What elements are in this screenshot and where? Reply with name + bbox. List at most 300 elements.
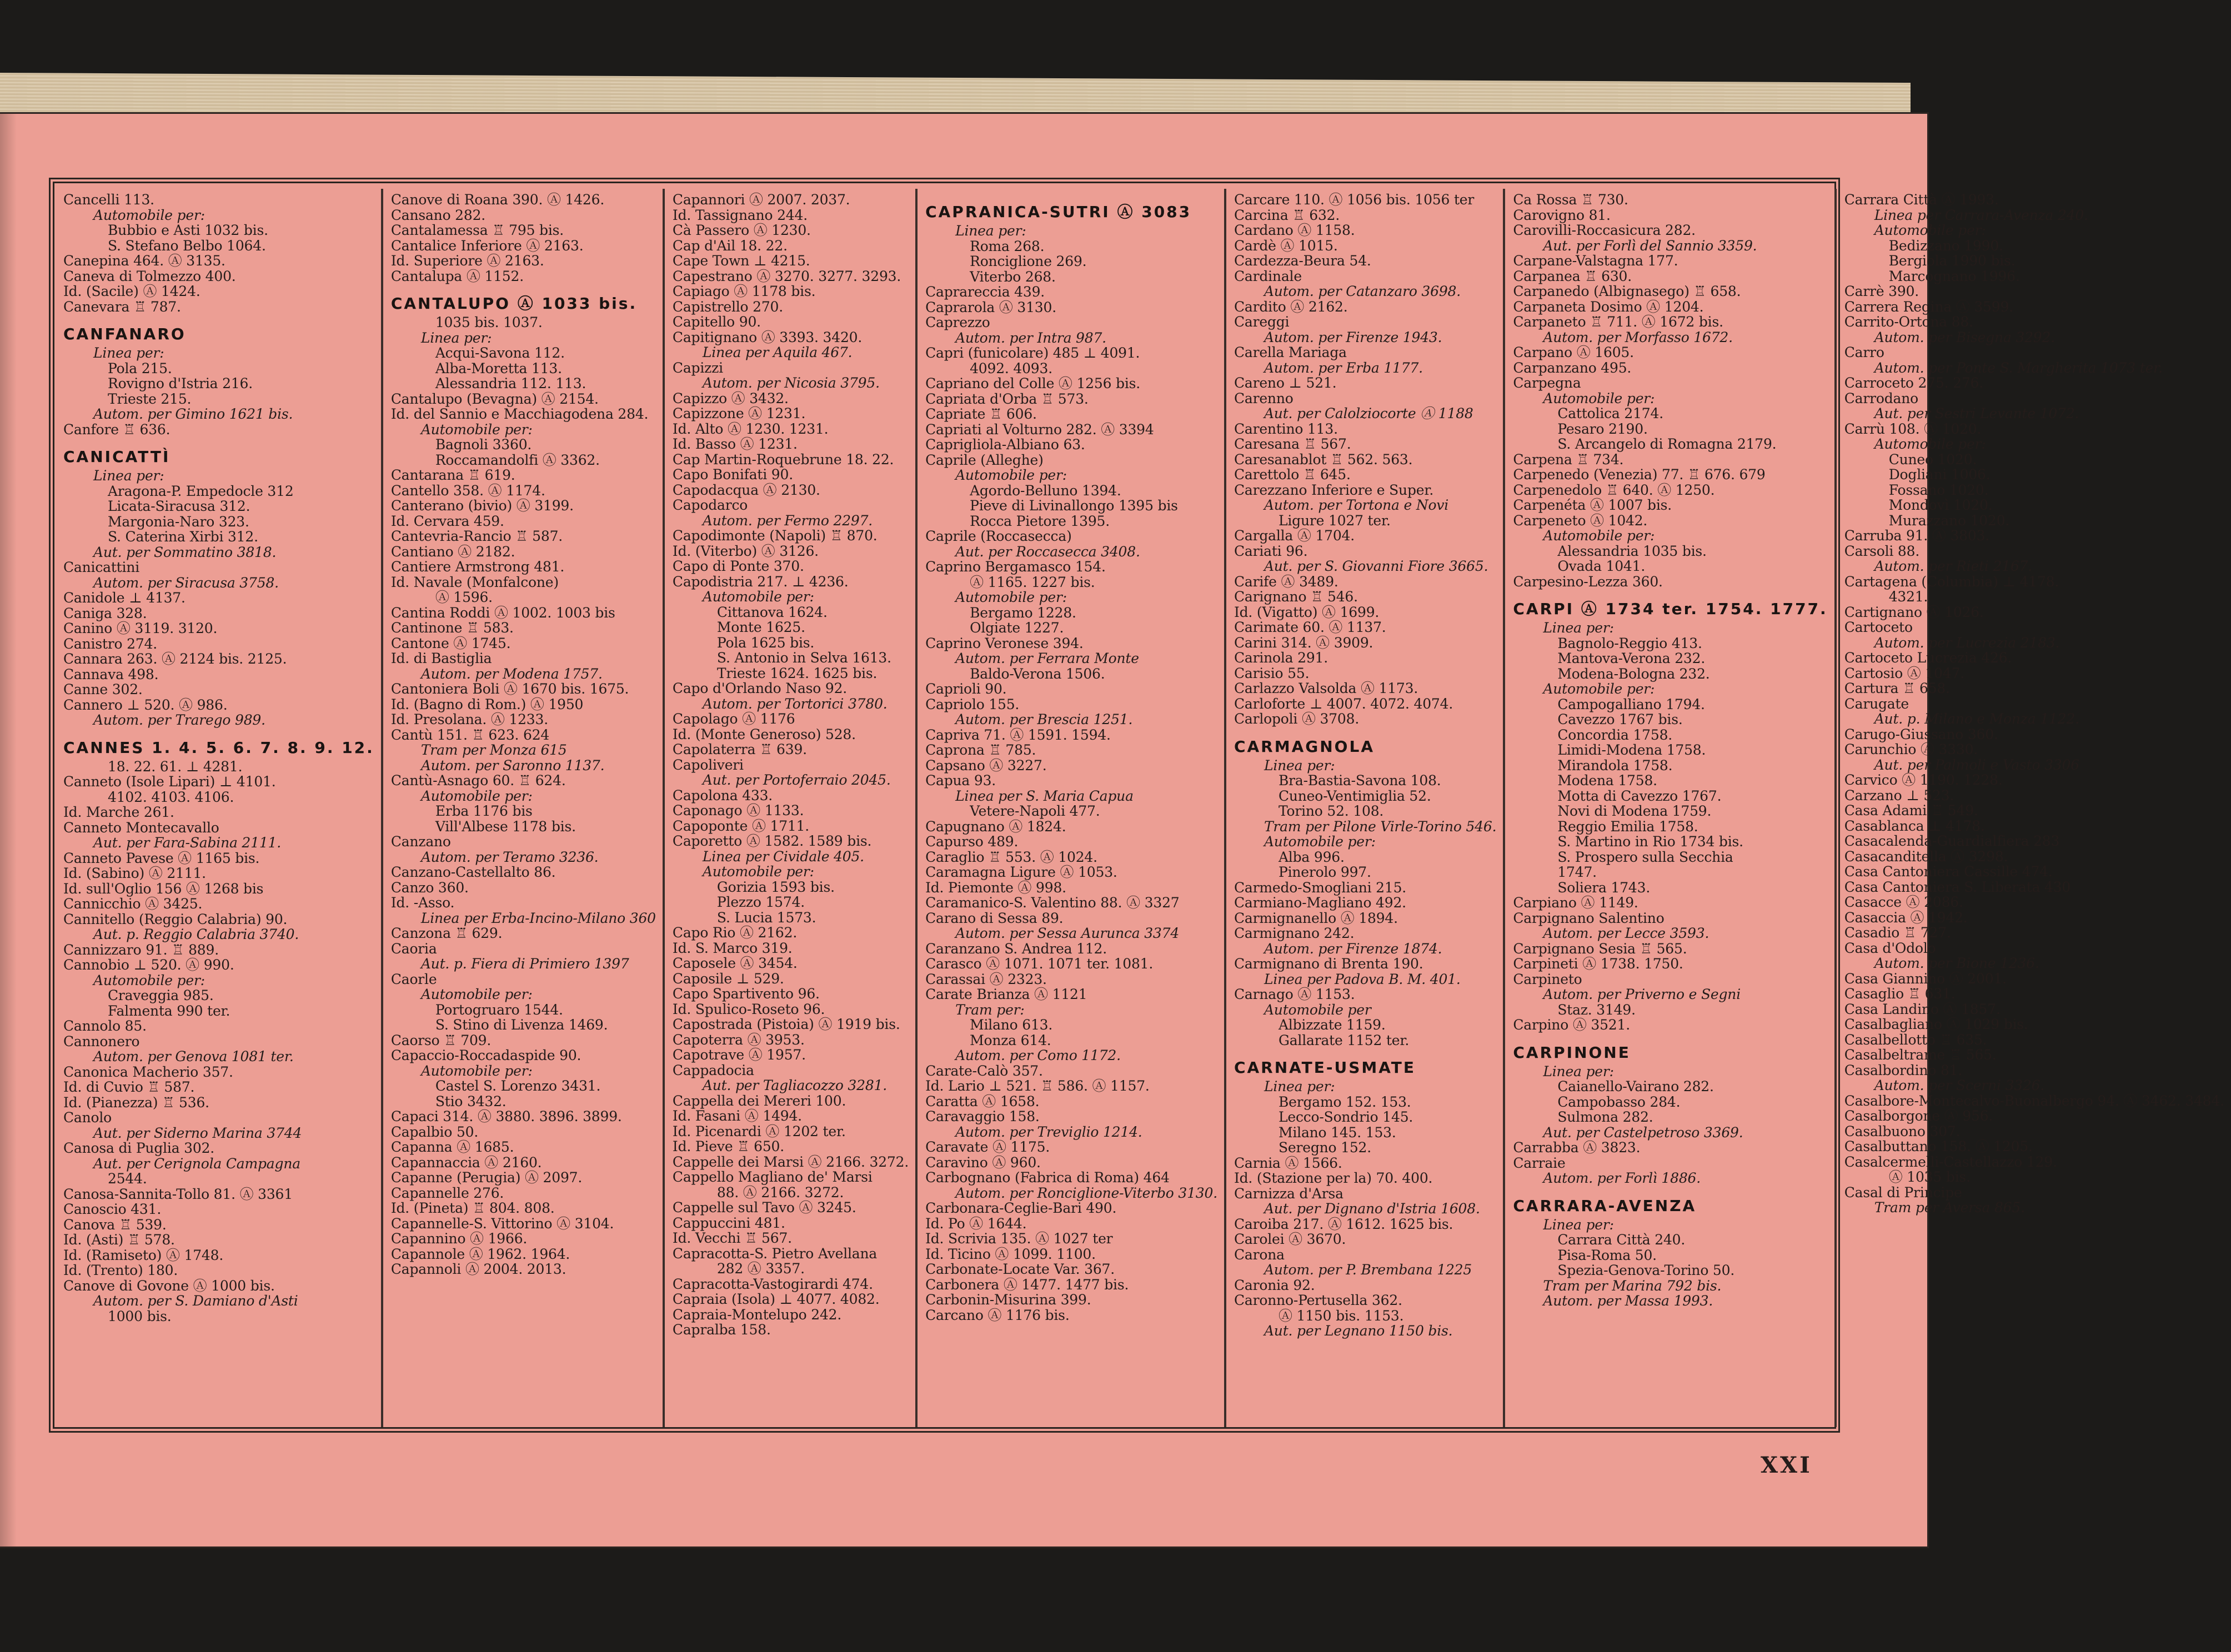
index-entry: Caniga 328.: [63, 605, 147, 621]
index-entry: Cuneo 1020.: [1888, 451, 1977, 468]
index-entry: Id. (Monte Generoso) 528.: [672, 726, 856, 742]
index-entry: Canolo: [63, 1109, 112, 1126]
index-entry: Carunchio Ⓐ 3330.: [1844, 741, 1978, 757]
index-entry: Capoponte Ⓐ 1711.: [672, 817, 810, 834]
station-heading: CARPI Ⓐ 1734 ter. 1754. 1777.: [1513, 600, 1828, 618]
index-entry: Capodacqua Ⓐ 2130.: [672, 481, 820, 498]
index-entry: Mirandola 1758.: [1557, 757, 1673, 774]
index-entry: Carbonate-Locate Var. 367.: [925, 1261, 1115, 1277]
index-entry: Cantone Ⓐ 1745.: [390, 635, 511, 651]
index-entry: Autom. per Genova 1081 ter.: [93, 1048, 294, 1064]
index-entry: S. Stino di Livenza 1469.: [435, 1017, 608, 1033]
index-entry: Caravate Ⓐ 1175.: [925, 1139, 1050, 1155]
index-entry: Autom. per Erba 1177.: [1264, 359, 1423, 376]
index-entry: Vetere-Napoli 477.: [970, 803, 1100, 819]
index-entry: Carmignano di Brenta 190.: [1234, 956, 1423, 972]
index-entry: Carona: [1234, 1246, 1285, 1263]
index-entry: Autom. per Catanzaro 3698.: [1264, 283, 1461, 299]
index-entry: Capriva 71. Ⓐ 1591. 1594.: [925, 726, 1111, 743]
index-entry: Capitignano Ⓐ 3393. 3420.: [672, 329, 863, 345]
index-entry: Casacanditella Ⓐ 3298.: [1844, 848, 2008, 865]
index-entry: Cantoniera Boli Ⓐ 1670 bis. 1675.: [390, 681, 629, 697]
index-entry: Cartosio Ⓐ 1047.: [1844, 665, 1964, 681]
index-entry: Id. (Sacile) Ⓐ 1424.: [63, 283, 200, 299]
index-entry: Dogliani 1006.: [1888, 466, 1991, 483]
index-entry: Cappadocia: [672, 1062, 754, 1078]
index-entry: Id. Navale (Monfalcone): [390, 574, 559, 590]
index-entry: Falmenta 990 ter.: [108, 1002, 230, 1019]
index-entry: Cannitello (Reggio Calabria) 90.: [63, 911, 288, 927]
index-entry: Id. Presolana. Ⓐ 1233.: [390, 711, 548, 727]
index-entry: Cartignano Ⓐ 1026.: [1844, 604, 1984, 620]
index-entry: Marcognano 1996.: [1888, 268, 2020, 284]
index-entry: Aut. per Sestri Levante 1072.: [1874, 405, 2079, 421]
index-entry: Cartoceto: [1844, 619, 1913, 635]
index-entry: Cardito Ⓐ 2162.: [1234, 298, 1348, 315]
index-entry: Cappelle sul Tavo Ⓐ 3245.: [672, 1199, 856, 1216]
index-entry: Autom. per Bione 1236.: [1874, 955, 2039, 971]
index-entry: Id. (Vigatto) Ⓐ 1699.: [1234, 604, 1380, 620]
index-entry: Aut. per Dignano d'Istria 1608.: [1264, 1201, 1480, 1217]
index-entry: Trieste 215.: [108, 390, 192, 407]
index-entry: Id. Superiore Ⓐ 2163.: [390, 253, 544, 269]
index-entry: Automobile per:: [93, 207, 205, 223]
index-entry: Carpenedo (Venezia) 77. ♖ 676. 679: [1513, 466, 1766, 483]
index-entry: Carpena ♖ 734.: [1513, 451, 1624, 468]
index-entry: Caorso ♖ 709.: [390, 1032, 492, 1048]
index-entry: Canove di Roana 390. Ⓐ 1426.: [390, 192, 605, 208]
index-entry: Caraglio ♖ 553. Ⓐ 1024.: [925, 848, 1097, 865]
index-entry: Cantalupa Ⓐ 1152.: [390, 268, 524, 284]
index-entry: Cap d'Ail 18. 22.: [672, 237, 788, 254]
index-entry: Spezia-Genova-Torino 50.: [1557, 1262, 1735, 1278]
index-entry: Cariati 96.: [1234, 543, 1308, 559]
index-entry: Carpegna: [1513, 375, 1581, 391]
index-entry: Canfore ♖ 636.: [63, 421, 171, 438]
index-entry: Aut. per Siderno Marina 3744: [93, 1124, 302, 1141]
index-entry: Margonia-Naro 323.: [108, 513, 249, 530]
index-entry: Capizzo Ⓐ 3432.: [672, 390, 789, 406]
index-entry: Linea per Erba-Incino-Milano 360: [420, 910, 656, 926]
index-entry: Capannole Ⓐ 1962. 1964.: [390, 1246, 570, 1262]
index-entry: Capalbio 50.: [390, 1123, 479, 1140]
index-entry: Autom. per Brescia 1251.: [955, 711, 1133, 727]
index-entry: Casa Cantoniera S. Liberata 430: [1844, 878, 2071, 895]
index-entry: Capri (funicolare) 485 ⊥ 4091.: [925, 345, 1140, 361]
index-entry: Cap Martin-Roquebrune 18. 22.: [672, 451, 894, 468]
index-entry: Automobile per:: [93, 972, 205, 988]
index-column-3: [665, 189, 918, 1427]
index-entry: Cantiano Ⓐ 2182.: [390, 543, 515, 560]
index-entry: Automobile per:: [420, 787, 533, 804]
station-heading: CANFANARO: [63, 325, 186, 343]
index-entry: Carrito-Ortona 88.: [1844, 314, 1973, 330]
index-entry: Cardezza-Beura 54.: [1234, 253, 1371, 269]
index-entry: Automobile per: [1264, 1001, 1371, 1018]
index-entry: Caratta Ⓐ 1658.: [925, 1093, 1040, 1109]
index-entry: Cannobio ⊥ 520. Ⓐ 990.: [63, 957, 234, 973]
index-entry: Cartagena (Columbia) ⊥ 4178.: [1844, 573, 2059, 590]
index-entry: Carraie: [1513, 1154, 1566, 1171]
index-entry: Murazzano 1020.: [1888, 512, 2010, 529]
index-entry: Autom. per Priverno e Segni: [1543, 986, 1741, 1002]
index-entry: Caneva di Tolmezzo 400.: [63, 268, 236, 284]
index-entry: Capraia (Isola) ⊥ 4077. 4082.: [672, 1291, 880, 1307]
index-entry: Carano di Sessa 89.: [925, 910, 1064, 926]
index-entry: Cannava 498.: [63, 666, 159, 682]
index-entry: Canepina 464. Ⓐ 3135.: [63, 253, 225, 269]
index-entry: Viterbo 268.: [970, 268, 1056, 285]
index-entry: Rovigno d'Istria 216.: [108, 375, 253, 391]
index-entry: Caposile ⊥ 529.: [672, 970, 784, 987]
index-entry: Capanne (Perugia) Ⓐ 2097.: [390, 1169, 583, 1186]
index-entry: S. Caterina Xirbi 312.: [108, 529, 258, 545]
index-entry: 4321.: [1888, 589, 1928, 605]
index-entry: Aut. per Palmoli e Vasto 3306: [1874, 756, 2079, 773]
index-entry: Ca Rossa ♖ 730.: [1513, 192, 1628, 208]
index-entry: Capannaccia Ⓐ 2160.: [390, 1154, 542, 1171]
index-entry: Autom. per Siracusa 3758.: [93, 574, 279, 591]
index-entry: Casacce Ⓐ 2086.: [1844, 894, 1963, 910]
index-entry: Aut. per Sommatino 3818.: [93, 544, 277, 560]
index-entry: Linea per:: [1264, 1078, 1335, 1094]
index-entry: Motta di Cavezzo 1767.: [1557, 787, 1722, 804]
index-entry: Id. Fasani Ⓐ 1494.: [672, 1108, 802, 1124]
index-entry: Alba-Moretta 113.: [435, 360, 562, 376]
book-spine-shadow: [0, 114, 17, 1546]
index-entry: Caramagna Ligure Ⓐ 1053.: [925, 864, 1117, 880]
index-entry: Automobile per:: [1874, 436, 1986, 452]
index-entry: Canneto Montecavallo: [63, 819, 219, 836]
index-entry: Pesaro 2190.: [1557, 420, 1648, 437]
index-entry: Cansano 282.: [390, 207, 486, 223]
index-column-1: [56, 189, 383, 1427]
index-entry: Carnago Ⓐ 1153.: [1234, 986, 1355, 1002]
index-entry: Aut. per Forlì del Sannio 3359.: [1543, 237, 1757, 254]
index-entry: Capostrada (Pistoia) Ⓐ 1919 bis.: [672, 1016, 900, 1032]
index-entry: Milano 145. 153.: [1278, 1124, 1396, 1141]
index-entry: Carrara Città 240.: [1557, 1232, 1686, 1248]
index-entry: Autom. per Ronciglione-Viterbo 3130.: [955, 1184, 1217, 1201]
index-entry: Canterano (bivio) Ⓐ 3199.: [390, 498, 574, 514]
index-entry: Carini 314. Ⓐ 3909.: [1234, 634, 1373, 651]
index-entry: Caramanico-S. Valentino 88. Ⓐ 3327: [925, 895, 1180, 911]
index-entry: Canneto Pavese Ⓐ 1165 bis.: [63, 850, 260, 866]
station-heading: CARMAGNOLA: [1234, 737, 1375, 756]
index-entry: S. Antonio in Selva 1613.: [716, 650, 891, 666]
index-entry: Carzano ⊥ 523.: [1844, 787, 1954, 804]
index-entry: Cittanova 1624.: [716, 604, 828, 620]
index-entry: Carcano Ⓐ 1176 bis.: [925, 1307, 1070, 1323]
index-entry: Vill'Albese 1178 bis.: [435, 818, 576, 835]
index-entry: Autom. per Firenze 1874.: [1264, 940, 1442, 957]
index-entry: Capo d'Orlando Naso 92.: [672, 680, 848, 696]
index-entry: Capistrello 270.: [672, 298, 784, 315]
index-entry: Concordia 1758.: [1557, 726, 1673, 743]
index-entry: Caprino Veronese 394.: [925, 635, 1084, 651]
index-entry: Cargalla Ⓐ 1704.: [1234, 528, 1355, 544]
index-entry: Cantalamessa ♖ 795 bis.: [390, 222, 564, 238]
index-entry: Carenno: [1234, 390, 1294, 406]
index-entry: Rocca Pietore 1395.: [970, 513, 1110, 529]
index-entry: Carrodano: [1844, 390, 1918, 406]
station-heading: CANICATTÌ: [63, 448, 171, 466]
index-entry: Id. Lario ⊥ 521. ♖ 586. Ⓐ 1157.: [925, 1078, 1150, 1094]
index-entry: Careggi: [1234, 314, 1290, 330]
index-entry: Bergamo 1228.: [970, 604, 1076, 621]
index-entry: Canonica Macherio 357.: [63, 1063, 233, 1080]
index-entry: Automobile per:: [1543, 528, 1655, 544]
index-entry: Bergamo 152. 153.: [1278, 1093, 1411, 1110]
index-entry: Autom. per S. Damiano d'Asti: [93, 1293, 298, 1309]
index-entry: Alba 996.: [1278, 848, 1345, 865]
index-entry: Linea per:: [93, 468, 164, 484]
index-entry: Milano 613.: [970, 1017, 1053, 1033]
index-entry: Linea per:: [420, 329, 492, 346]
index-entry: Id. Spulico-Roseto 96.: [672, 1001, 825, 1017]
index-entry: Caravaggio 158.: [925, 1108, 1040, 1124]
index-entry: Casa Landino Ⓐ 1857.: [1844, 1001, 2001, 1017]
index-entry: Id. Tassignano 244.: [672, 207, 808, 223]
index-entry: Capolaterra ♖ 639.: [672, 741, 807, 757]
index-entry: Autom. per Rieti 2167.: [1874, 558, 2033, 574]
index-entry: Linea per:: [1543, 1063, 1614, 1079]
index-entry: Id. Alto Ⓐ 1230. 1231.: [672, 420, 829, 437]
index-entry: Bedizzano 1990.: [1888, 237, 2003, 254]
index-entry: Canosa-Sannita-Tollo 81. Ⓐ 3361: [63, 1186, 293, 1202]
index-entry: Capriano del Colle Ⓐ 1256 bis.: [925, 375, 1141, 391]
index-entry: Caroiba 217. Ⓐ 1612. 1625 bis.: [1234, 1216, 1453, 1232]
index-entry: Automobile per:: [702, 863, 814, 880]
index-entry: Aut. p. Milano e Monza 1122.: [1874, 711, 2079, 727]
index-entry: Pisa-Roma 50.: [1557, 1247, 1657, 1263]
index-entry: Carmedo-Smogliani 215.: [1234, 879, 1407, 896]
index-entry: Bra-Bastia-Savona 108.: [1278, 772, 1441, 789]
index-entry: Autom. per Gimino 1621 bis.: [93, 406, 293, 422]
index-entry: Casaccia Ⓐ 1942.: [1844, 909, 1968, 926]
index-entry: Canevara ♖ 787.: [63, 298, 181, 315]
index-entry: Automobile per:: [1543, 390, 1655, 406]
index-entry: Capsano Ⓐ 3227.: [925, 757, 1047, 774]
index-entry: Carate-Calò 357.: [925, 1062, 1043, 1079]
index-entry: Cantina Roddi Ⓐ 1002. 1003 bis: [390, 604, 615, 621]
index-entry: Carvico Ⓐ 1190. 1228.: [1844, 772, 2003, 788]
index-entry: Bagnoli 3360.: [435, 436, 532, 453]
index-entry: Carlazzo Valsolda Ⓐ 1173.: [1234, 680, 1418, 696]
index-entry: Cattolica 2174.: [1557, 405, 1663, 421]
index-entry: Capriata d'Orba ♖ 573.: [925, 390, 1089, 407]
index-entry: Acqui-Savona 112.: [435, 345, 565, 361]
index-entry: Canoscio 431.: [63, 1201, 162, 1217]
index-entry: Id. Basso Ⓐ 1231.: [672, 436, 798, 452]
index-entry: Casalbellotto ♖ 635.: [1844, 1031, 1987, 1048]
index-entry: Capannori Ⓐ 2007. 2037.: [672, 192, 850, 208]
index-entry: Carrabba Ⓐ 3823.: [1513, 1139, 1641, 1156]
index-entry: Id. di Cuvio ♖ 587.: [63, 1079, 195, 1095]
index-entry: Carpineti Ⓐ 1738. 1750.: [1513, 956, 1683, 972]
index-column-4: [918, 189, 1226, 1427]
index-entry: Capua 93.: [925, 772, 996, 789]
index-entry: Autom. per Teramo 3236.: [420, 848, 599, 865]
index-entry: Canne 302.: [63, 681, 143, 697]
index-entry: Caoria: [390, 940, 437, 957]
index-entry: Carezzano Inferiore e Super.: [1234, 481, 1434, 498]
index-entry: Carpanedo (Albignasego) ♖ 658.: [1513, 283, 1741, 299]
index-entry: Canistro 274.: [63, 635, 158, 652]
index-entry: Stio 3432.: [435, 1093, 507, 1109]
index-entry: Caianello-Vairano 282.: [1557, 1078, 1714, 1094]
index-entry: Linea per Padova B. M. 401.: [1264, 971, 1461, 987]
index-entry: Capo Rio Ⓐ 2162.: [672, 925, 798, 941]
index-entry: Capitello 90.: [672, 314, 761, 330]
index-entry: Reggio Emilia 1758.: [1557, 818, 1698, 835]
index-entry: Autom. per Treviglio 1214.: [955, 1123, 1142, 1140]
index-entry: Capriolo 155.: [925, 696, 1020, 712]
index-entry: Alessandria 112. 113.: [435, 375, 586, 391]
index-entry: Automobile per:: [955, 589, 1067, 605]
index-entry: Carpeneto Ⓐ 1042.: [1513, 512, 1648, 529]
index-entry: Linea per Cividale 405.: [702, 848, 864, 865]
index-entry: Carsoli 88.: [1844, 543, 1920, 559]
index-entry: Carovigno 81.: [1513, 207, 1611, 223]
index-entry: Carpano Ⓐ 1605.: [1513, 344, 1634, 360]
index-entry: Campobasso 284.: [1557, 1093, 1681, 1110]
index-entry: Capaccio-Roccadaspide 90.: [390, 1047, 581, 1063]
index-entry: Capannelle 276.: [390, 1184, 504, 1201]
index-entry: Cappuccini 481.: [672, 1214, 785, 1231]
index-entry: Caresanablot ♖ 562. 563.: [1234, 451, 1413, 468]
index-entry: Capestrano Ⓐ 3270. 3277. 3293.: [672, 268, 901, 284]
index-entry: Carate Brianza Ⓐ 1121: [925, 986, 1087, 1002]
index-entry: Campogalliano 1794.: [1557, 696, 1705, 712]
index-entry: Automobile per:: [420, 986, 533, 1002]
index-entry: Capracotta-S. Pietro Avellana: [672, 1245, 878, 1262]
index-entry: Autom. per Lucrezia 2183.: [1874, 634, 2060, 651]
index-entry: Tram per Marina 792 bis.: [1543, 1277, 1722, 1294]
index-entry: Carugate: [1844, 695, 1909, 712]
index-entry: Olgiate 1227.: [970, 620, 1064, 636]
index-entry: Carpanea ♖ 630.: [1513, 268, 1632, 284]
index-entry: Carife Ⓐ 3489.: [1234, 573, 1338, 590]
index-entry: Novi di Modena 1759.: [1557, 803, 1712, 819]
index-entry: Ⓐ 1596.: [435, 589, 493, 605]
index-entry: Capralba 158.: [672, 1322, 771, 1338]
index-entry: Cappello Magliano de' Marsi: [672, 1169, 873, 1185]
index-entry: Aut. p. Fiera di Primiero 1397: [420, 956, 629, 972]
index-entry: Capo Spartivento 96.: [672, 986, 820, 1002]
index-entry: Carpesino-Lezza 360.: [1513, 573, 1663, 590]
index-entry: Linea per:: [1543, 1216, 1614, 1233]
index-entry: Id. (Ramiseto) Ⓐ 1748.: [63, 1247, 224, 1263]
index-entry: Linea per:: [93, 345, 164, 361]
index-entry: S. Arcangelo di Romagna 2179.: [1557, 436, 1777, 452]
index-entry: Cardinale: [1234, 268, 1302, 284]
index-entry: Cà Passero Ⓐ 1230.: [672, 222, 811, 238]
index-entry: Carpignano Sesia ♖ 565.: [1513, 940, 1687, 957]
index-entry: Canova ♖ 539.: [63, 1216, 167, 1233]
index-entry: Cannolo 85.: [63, 1018, 147, 1034]
index-entry: Casalbuono 307.: [1844, 1123, 1961, 1139]
index-entry: Caravino Ⓐ 960.: [925, 1154, 1041, 1171]
index-entry: Cartoceto Lucrezia 426.: [1844, 650, 2012, 666]
index-entry: Id. Marche 261.: [63, 804, 174, 820]
index-entry: Carella Mariaga: [1234, 344, 1347, 360]
index-entry: Autom. per Scerni 3326.: [1874, 1077, 2045, 1093]
index-entry: Tram per Pilone Virle-Torino 546.: [1264, 818, 1497, 835]
index-entry: Carpenéta Ⓐ 1007 bis.: [1513, 497, 1672, 513]
index-entry: Ovada 1041.: [1557, 558, 1646, 574]
index-entry: Carettolo ♖ 645.: [1234, 466, 1351, 483]
index-entry: Gallarate 1152 ter.: [1278, 1032, 1410, 1048]
index-entry: Cannero ⊥ 520. Ⓐ 986.: [63, 696, 228, 713]
index-entry: Bergiola 1990 bis.: [1888, 253, 2016, 269]
index-entry: Plezzo 1574.: [716, 894, 805, 910]
index-entry: Capolona 433.: [672, 787, 773, 804]
index-entry: Ronciglione 269.: [970, 253, 1087, 269]
index-entry: Autom. per Saronno 1137.: [420, 757, 605, 774]
index-entry: Carpiano Ⓐ 1149.: [1513, 895, 1638, 911]
index-entry: Capoterra Ⓐ 3953.: [672, 1031, 805, 1048]
index-column-2: [383, 189, 665, 1427]
index-entry: Carugo-Giussano 360.: [1844, 726, 1998, 742]
index-entry: 282 Ⓐ 3357.: [716, 1261, 805, 1277]
index-entry: Cannicchio Ⓐ 3425.: [63, 896, 203, 912]
index-entry: Cardano Ⓐ 1158.: [1234, 222, 1355, 238]
index-entry: Cantiere Armstrong 481.: [390, 559, 565, 575]
index-entry: Capurso 489.: [925, 833, 1019, 850]
index-entry: Caranzano S. Andrea 112.: [925, 940, 1107, 957]
index-entry: Autom. per Firenze 1943.: [1264, 329, 1442, 345]
index-entry: Id. (Bagno di Rom.) Ⓐ 1950: [390, 696, 584, 712]
index-entry: Casalbuttano 158. Ⓐ 1205.: [1844, 1138, 2033, 1154]
index-entry: Caponago Ⓐ 1133.: [672, 802, 804, 819]
index-entry: Autom. per Nicosia 3795.: [702, 375, 880, 391]
index-entry: Id. Pieve ♖ 650.: [672, 1138, 784, 1154]
index-entry: Id. (Viterbo) Ⓐ 3126.: [672, 543, 819, 559]
index-entry: Canino Ⓐ 3119. 3120.: [63, 620, 218, 636]
index-entry: Autom. per Tortona e Novi: [1264, 497, 1449, 513]
index-entry: Tram per Aversa 865.: [1874, 1199, 2025, 1216]
index-entry: Linea per:: [955, 223, 1026, 239]
station-heading: CANTALUPO Ⓐ 1033 bis.: [390, 294, 638, 313]
index-entry: Canneto (Isole Lipari) ⊥ 4101.: [63, 774, 276, 790]
index-entry: Caprile (Roccasecca): [925, 528, 1072, 544]
index-entry: Licata-Siracusa 312.: [108, 498, 250, 514]
index-entry: Autom. per P. Brembana 1225: [1264, 1262, 1472, 1278]
index-entry: Carpineto: [1513, 971, 1582, 987]
index-entry: Cantello 358. Ⓐ 1174.: [390, 482, 545, 499]
index-entry: Baldo-Verona 1506.: [970, 665, 1105, 682]
index-entry: Roma 268.: [970, 238, 1045, 254]
index-entry: Carpino Ⓐ 3521.: [1513, 1017, 1630, 1033]
index-entry: Canosa di Puglia 302.: [63, 1140, 215, 1156]
index-entry: Carrè 390.: [1844, 283, 1919, 299]
index-entry: Capannelle-S. Vittorino Ⓐ 3104.: [390, 1215, 614, 1232]
index-entry: Agordo-Belluno 1394.: [970, 482, 1121, 499]
index-entry: Id. S. Marco 319.: [672, 940, 793, 956]
index-entry: Id. del Sannio e Macchiagodena 284.: [390, 406, 649, 422]
index-entry: Cantinone ♖ 583.: [390, 620, 514, 636]
index-entry: Canzo 360.: [390, 879, 469, 896]
index-entry: Carpenedolo ♖ 640. Ⓐ 1250.: [1513, 481, 1715, 498]
index-entry: Casa d'Odolo: [1844, 940, 1936, 956]
index-entry: Casa Giannino Ⓐ 2001.: [1844, 970, 2007, 987]
index-entry: S. Lucia 1573.: [716, 909, 816, 926]
index-entry: Capotrave Ⓐ 1957.: [672, 1047, 806, 1063]
index-entry: Cantù-Asnago 60. ♖ 624.: [390, 772, 566, 789]
index-entry: Casalbore-Montecalvo-Buonalbergo 94. Ⓐ 3462. 3484.: [1844, 1092, 2224, 1109]
index-entry: Canidole ⊥ 4137.: [63, 590, 186, 606]
